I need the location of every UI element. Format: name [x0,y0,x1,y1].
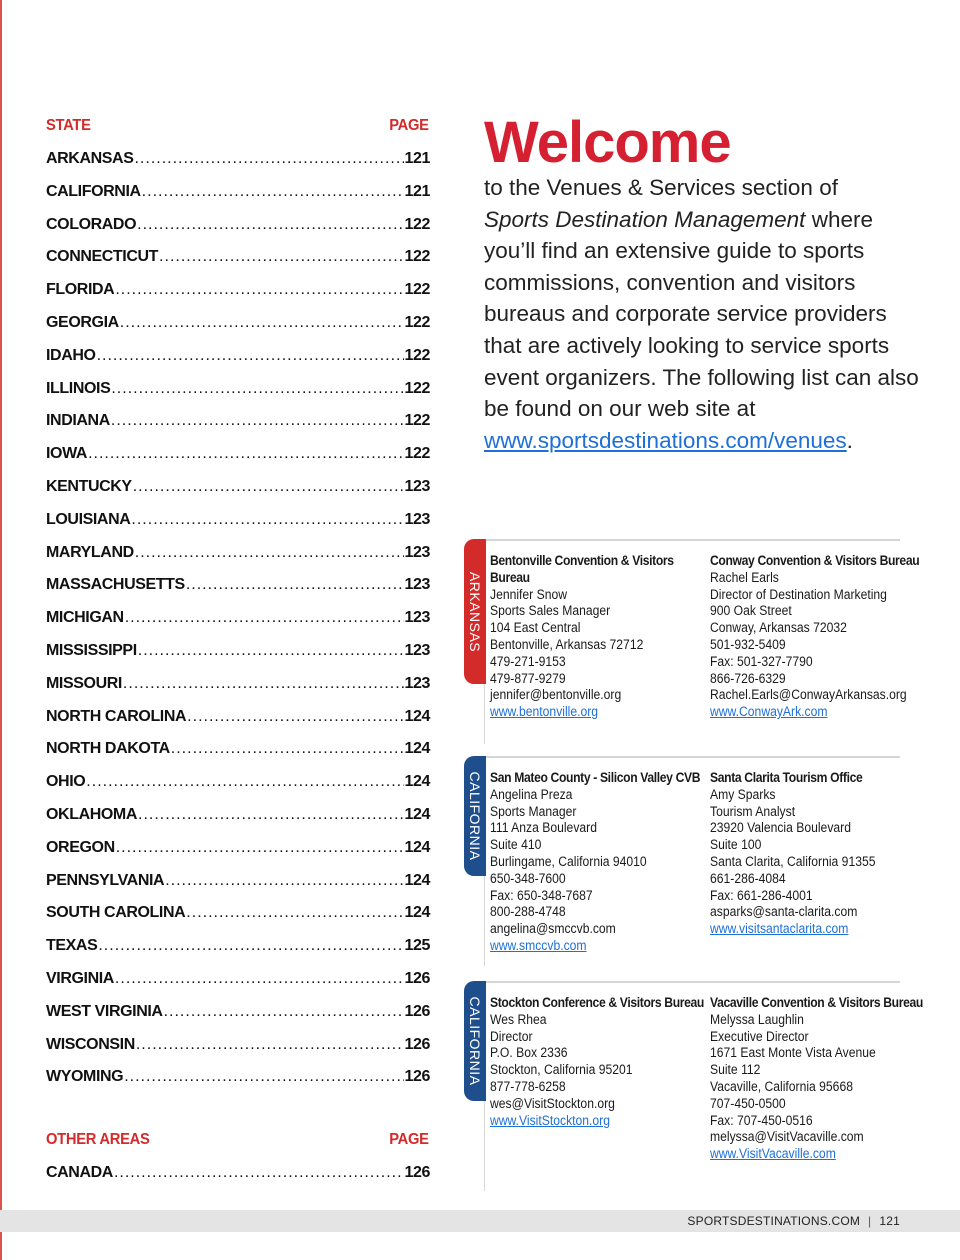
contact-line: Fax: 661-286-4001 [710,887,813,903]
index-page-number: 122 [404,346,430,364]
index-page-number: 126 [404,1035,430,1053]
index-leader-dots [116,839,404,857]
website-link[interactable]: www.VisitVacaville.com [710,1146,836,1162]
contact-line: 23920 Valencia Boulevard [710,820,851,836]
index-state-name: MISSISSIPPI [46,642,137,659]
other-areas-header [46,1131,429,1149]
index-row [46,380,430,402]
index-row [46,544,430,566]
state-tab [464,756,486,876]
index-leader-dots [159,248,403,266]
index-page-number: 125 [404,937,430,955]
index-leader-dots [88,445,403,463]
website-link[interactable]: www.VisitStockton.org [490,1112,610,1128]
contact-line: 661-286-4084 [710,870,786,886]
index-leader-dots [98,937,403,955]
contact-line: 877-778-6258 [490,1078,566,1094]
index-state-name: IOWA [46,445,88,463]
index-leader-dots [171,740,404,758]
section-divider [482,981,900,983]
section-divider [482,539,900,541]
index-row [46,412,430,434]
index-state-name: MICHIGAN [46,609,124,627]
index-page-number: 124 [404,740,430,758]
publication-name: Sports Destination Management [484,206,806,232]
index-page-number: 121 [404,182,430,200]
contact-line: Rachel Earls [710,569,779,585]
contact-line: Bentonville, Arkansas 72712 [490,636,644,652]
contact-line: 501-932-5409 [710,636,786,652]
contact-line: Executive Director [710,1028,809,1044]
index-leader-dots [138,642,404,660]
index-state-name: NORTH CAROLINA [46,707,187,725]
index-page-number: 123 [404,510,430,528]
footer-site[interactable]: SPORTSDESTINATIONS.COM [687,1214,861,1228]
contact-line: Tourism Analyst [710,803,796,819]
section-vertical-rule [484,1101,485,1191]
listing-entry [490,770,701,955]
contact-line: Stockton, California 95201 [490,1062,633,1078]
state-tab-label: CALIFORNIA [467,996,483,1086]
footer [687,1214,900,1228]
contact-line: Fax: 501-327-7790 [710,653,813,669]
index-leader-dots [135,544,404,562]
state-index-header [46,117,429,135]
welcome-title: Welcome [484,110,731,175]
contact-line: wes@VisitStockton.org [490,1095,615,1111]
index-page-number: 123 [404,642,430,659]
index-state-name: KENTUCKY [46,478,132,495]
index-leader-dots [142,183,404,201]
index-leader-dots [187,708,403,726]
index-state-name: CANADA [46,1164,113,1181]
page-column-header: PAGE [389,117,429,134]
index-page-number: 122 [404,281,430,299]
index-state-name: OKLAHOMA [46,806,138,823]
contact-line: P.O. Box 2336 [490,1045,568,1061]
contact-line: Fax: 650-348-7687 [490,887,593,903]
index-leader-dots [186,576,404,594]
contact-line: Suite 100 [710,837,762,853]
website-link[interactable]: www.bentonville.org [490,704,599,720]
index-state-name: WISCONSIN [46,1035,135,1053]
index-page-number: 126 [404,1002,430,1020]
index-state-name: SOUTH CAROLINA [46,904,186,922]
contact-line: Director [490,1028,533,1044]
contact-line: 900 Oak Street [710,603,792,619]
index-row [46,937,430,959]
contact-line: Burlingame, California 94010 [490,853,647,869]
index-row [46,347,430,369]
contact-line: Conway, Arkansas 72032 [710,620,847,636]
index-page-number: 123 [404,674,430,692]
listing-section-arkansas [456,539,920,745]
index-page-number: 122 [404,314,430,331]
index-row [46,740,430,762]
welcome-period: . [846,427,853,453]
index-row [46,314,430,336]
other-page-column-header: PAGE [389,1131,429,1148]
contact-line: Amy Sparks [710,786,776,802]
state-tab [464,981,486,1101]
contact-line: 479-877-9279 [490,670,566,686]
index-leader-dots [111,380,403,398]
index-row [46,576,430,598]
footer-separator: | [868,1214,872,1228]
website-link[interactable]: www.visitsantaclarita.com [710,921,849,937]
other-areas-index [46,1131,430,1149]
contact-line: Wes Rhea [490,1011,547,1027]
contact-line: Melyssa Laughlin [710,1011,804,1027]
index-page-number: 124 [404,904,430,922]
state-index [46,117,430,135]
index-leader-dots [186,904,403,922]
section-vertical-rule [484,876,485,966]
welcome-text-1: to the Venues & Services section of [484,175,838,200]
index-state-name: INDIANA [46,412,110,430]
welcome-paragraph [484,172,924,456]
index-page-number: 123 [404,576,430,594]
index-page-number: 124 [404,871,430,889]
page-number: 121 [879,1214,900,1228]
index-page-number: 122 [404,445,430,463]
index-leader-dots [133,478,404,496]
contact-line: Angelina Preza [490,786,573,802]
welcome-text-2: where you’ll find an extensive guide to sports commissions, convention and visitors bureaus and corporate service providers that are actively looking to service sports event organizers. The following list can also be found on our web site at [484,206,919,422]
index-leader-dots [164,1003,404,1021]
index-leader-dots [120,314,404,332]
contact-line: angelina@smccvb.com [490,921,616,937]
index-state-name: FLORIDA [46,281,115,299]
organization-name: Santa Clarita Tourism Office [710,770,863,785]
index-row [46,609,430,631]
listing-entry [490,995,704,1129]
index-row [46,839,430,861]
listing-entry [710,553,920,721]
index-leader-dots [115,970,404,988]
index-state-name: OHIO [46,773,86,791]
contact-line: Sports Sales Manager [490,603,611,619]
index-state-name: ILLINOIS [46,379,111,397]
contact-line: Vacaville, California 95668 [710,1078,853,1094]
organization-name: Conway Convention & Visitors Bureau [710,553,920,568]
index-page-number: 124 [404,773,430,791]
index-leader-dots [111,412,404,430]
contact-line: jennifer@bentonville.org [490,687,622,703]
organization-name: Bentonville Convention & Visitors Bureau [490,553,674,585]
section-vertical-rule [484,684,485,744]
index-page-number: 124 [404,806,430,823]
index-row [46,1003,430,1025]
index-leader-dots [115,281,403,299]
index-state-name: NORTH DAKOTA [46,740,170,758]
index-row [46,708,430,730]
index-state-name: VIRGINIA [46,970,114,987]
index-row [46,1164,430,1186]
index-row [46,806,430,828]
index-state-name: GEORGIA [46,314,119,331]
index-leader-dots [97,347,404,365]
contact-line: 1671 East Monte Vista Avenue [710,1045,876,1061]
website-link[interactable]: www.smccvb.com [490,937,587,953]
contact-line: 479-271-9153 [490,653,566,669]
contact-line: Suite 410 [490,837,542,853]
contact-line: Sports Manager [490,803,577,819]
index-state-name: COLORADO [46,215,137,233]
organization-name: San Mateo County - Silicon Valley CVB [490,770,701,785]
other-areas-column-header: OTHER AREAS [46,1131,150,1148]
index-leader-dots [124,1068,403,1086]
contact-line: asparks@santa-clarita.com [710,904,858,920]
website-link[interactable]: www.ConwayArk.com [710,704,828,720]
state-column-header: STATE [46,117,91,134]
index-page-number: 121 [404,150,430,167]
index-state-name: OREGON [46,838,115,856]
index-row [46,216,430,238]
contact-line: 104 East Central [490,620,581,636]
index-page-number: 123 [404,543,430,561]
index-state-name: PENNSYLVANIA [46,871,165,889]
organization-name: Stockton Conference & Visitors Bureau [490,995,704,1010]
contact-line: Fax: 707-450-0516 [710,1112,813,1128]
index-row [46,904,430,926]
state-tab [464,539,486,684]
index-state-name: MASSACHUSETTS [46,576,185,594]
index-row [46,281,430,303]
state-tab-label: CALIFORNIA [467,771,483,861]
index-state-name: WYOMING [46,1068,124,1086]
index-state-name: TEXAS [46,937,98,955]
index-row [46,970,430,992]
index-row [46,478,430,500]
index-page-number: 124 [404,707,430,725]
index-row [46,642,430,664]
index-row [46,511,430,533]
index-leader-dots [138,806,403,824]
index-page-number: 123 [404,609,430,627]
index-leader-dots [123,675,404,693]
contact-line: Santa Clarita, California 91355 [710,853,876,869]
listing-section-california-2 [456,981,923,1191]
state-tab-label: ARKANSAS [467,571,483,652]
section-divider [482,756,900,758]
index-leader-dots [131,511,403,529]
index-page-number: 122 [404,248,430,266]
contact-line: Suite 112 [710,1062,761,1078]
index-state-name: CALIFORNIA [46,182,141,200]
index-row [46,675,430,697]
index-state-name: WEST VIRGINIA [46,1002,163,1020]
index-row [46,150,430,172]
index-page-number: 123 [404,478,430,495]
listing-entry [710,770,910,938]
contact-line: Jennifer Snow [490,586,568,602]
index-leader-dots [137,216,403,234]
index-state-name: LOUISIANA [46,510,131,528]
contact-line: 800-288-4748 [490,904,566,920]
page-edge-rule [0,0,2,1260]
index-row [46,1068,430,1090]
index-state-name: MISSOURI [46,674,122,692]
index-row [46,872,430,894]
index-leader-dots [134,150,403,168]
contact-line: 111 Anza Boulevard [490,820,597,836]
index-page-number: 122 [404,379,430,397]
venues-link[interactable]: www.sportsdestinations.com/venues [484,427,847,453]
index-page-number: 122 [404,412,430,430]
listing-entry [490,553,690,721]
index-row [46,445,430,467]
contact-line: Director of Destination Marketing [710,586,887,602]
listing-entry [710,995,923,1163]
index-leader-dots [136,1036,404,1054]
index-page-number: 126 [404,970,430,987]
index-leader-dots [165,872,403,890]
index-page-number: 126 [404,1164,430,1181]
index-page-number: 126 [404,1068,430,1086]
index-state-name: CONNECTICUT [46,248,159,266]
index-row [46,248,430,270]
index-row [46,183,430,205]
listing-section-california-1 [456,756,900,966]
index-page-number: 124 [404,838,430,856]
index-leader-dots [86,773,403,791]
index-page-number: 122 [404,215,430,233]
index-leader-dots [114,1164,404,1182]
index-state-name: ARKANSAS [46,150,134,167]
contact-line: Rachel.Earls@ConwayArkansas.org [710,687,907,703]
contact-line: melyssa@VisitVacaville.com [710,1129,864,1145]
organization-name: Vacaville Convention & Visitors Bureau [710,995,923,1010]
index-state-name: IDAHO [46,346,96,364]
index-row [46,773,430,795]
index-state-name: MARYLAND [46,543,134,561]
contact-line: 650-348-7600 [490,870,566,886]
index-leader-dots [125,609,404,627]
contact-line: 707-450-0500 [710,1095,786,1111]
index-row [46,1036,430,1058]
contact-line: 866-726-6329 [710,670,786,686]
